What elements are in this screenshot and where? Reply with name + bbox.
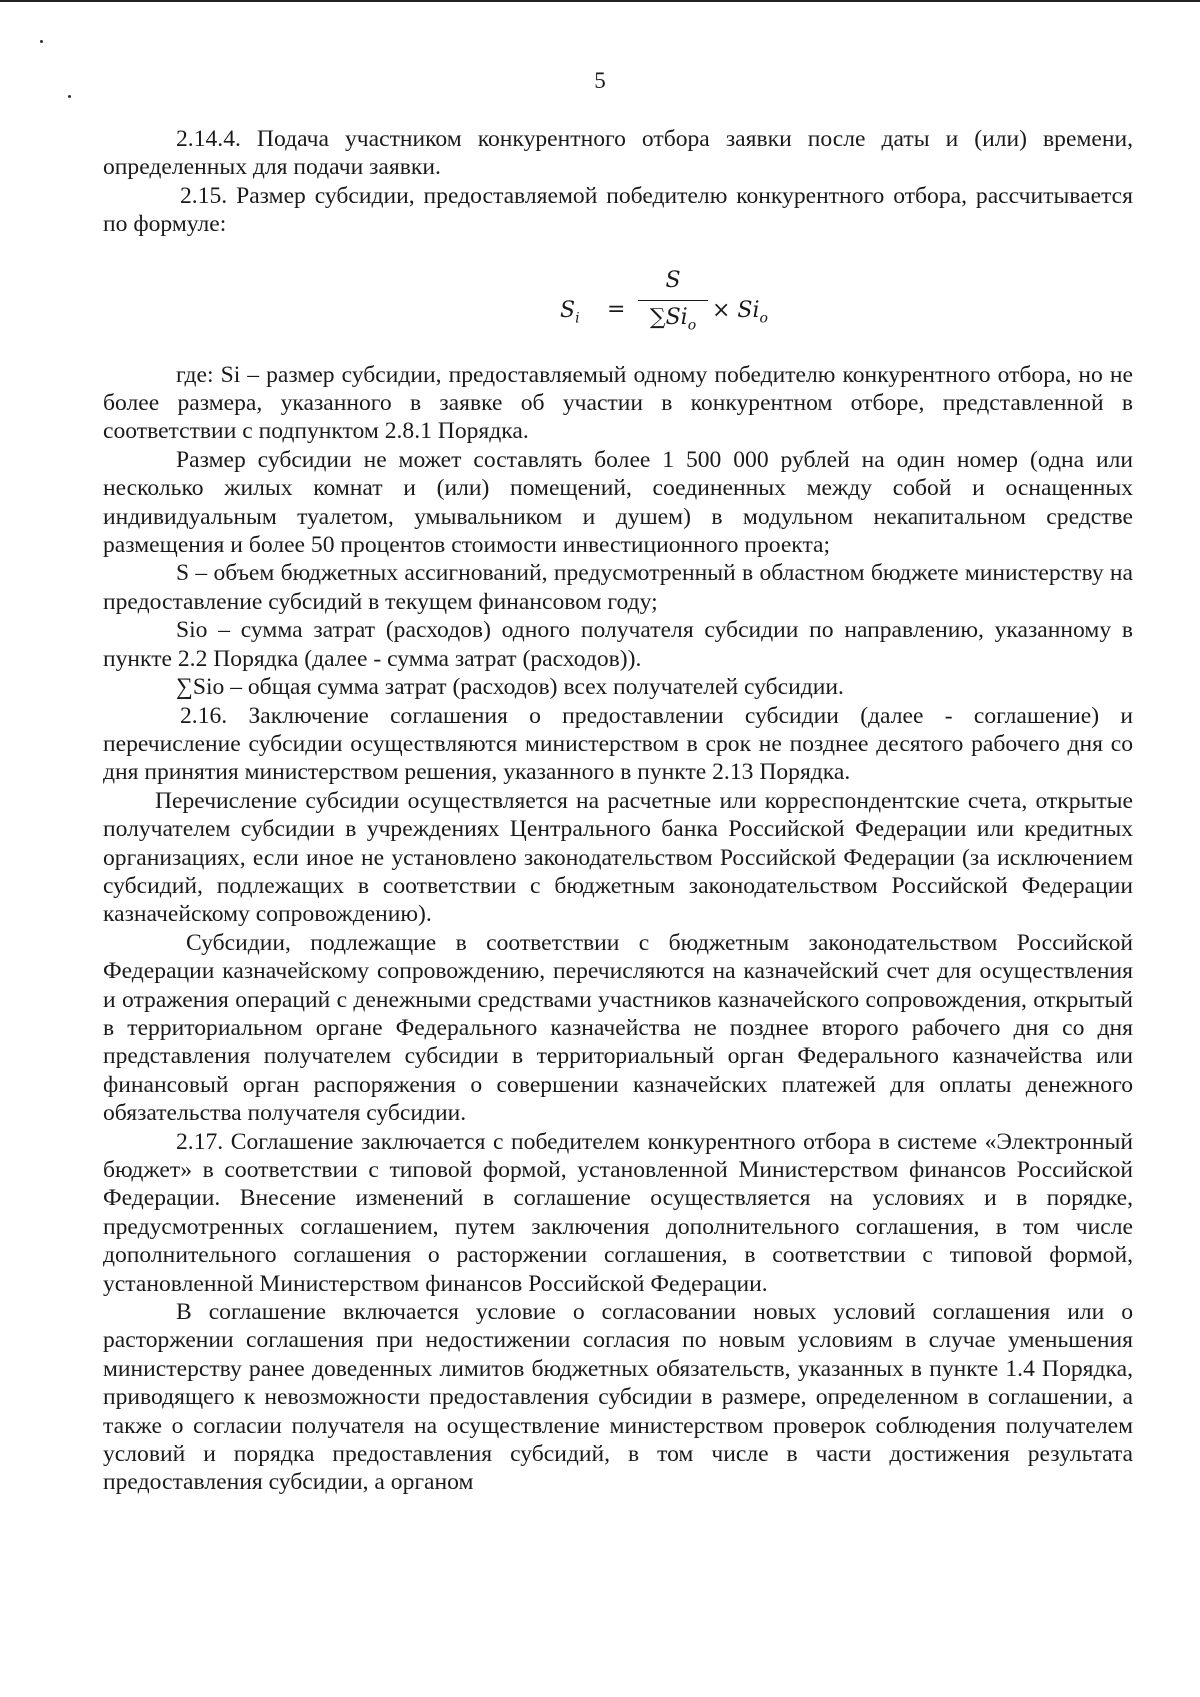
paragraph-2-17: 2.17. Соглашение заключается с победителем конкурентного отбора в системе «Электронный бюджет» в соответствии с типовой формой, установленной Министерством финансов Российской Федерации. Внесение изменений в соглашение осуществляется на условиях и в порядке, предусмотренных соглашением, путем заключения дополнительного соглашения, в том числе дополнительного соглашения о расторжении соглашения, в соответствии с типовой формой, установленной Министерством финансов Российской Федерации. xyxy=(103,1128,1133,1297)
formula-fraction xyxy=(638,267,708,340)
definition-si: где: Si – размер субсидии, предоставляемый одному победителю конкурентного отбора, но не более размера, указанного в заявке об участии в конкурентном отборе, представленной в соответствии с подпунктом 2.8.1 Порядка. xyxy=(103,361,1133,445)
scan-top-edge xyxy=(0,0,1200,2)
document-body xyxy=(103,125,1133,1497)
fraction-bar xyxy=(638,300,708,302)
formula-multiplier: × $Si_o$ xyxy=(712,297,768,327)
transfer-accounts-paragraph: Перечисление субсидии осуществляется на расчетные или корреспондентские счета, открытые получателем субсидии в учреждениях Центрального банка Российской Федерации или кредитных организациях, если иное не установлено законодательством Российской Федерации (за исключением субсидий, подлежащих в соответствии с бюджетным законодательством Российской Федерации казначейскому сопровождению). xyxy=(103,787,1133,928)
formula-equals: = xyxy=(607,296,626,322)
scan-speck xyxy=(68,95,71,98)
formula-numerator: S xyxy=(665,267,681,293)
definition-s: S – объем бюджетных ассигнований, предусмотренный в областном бюджете министерству на предоставление субсидий в текущем финансовом году; xyxy=(103,560,1133,615)
formula-denominator: $\sum Si_o$ xyxy=(649,305,697,334)
definition-sio: Sio – сумма затрат (расходов) одного получателя субсидии по направлению, указанному в пункте 2.2 Порядка (далее - сумма затрат (расходов)). xyxy=(103,617,1133,672)
formula-lhs: $S_i$ xyxy=(560,297,580,327)
subsidy-formula xyxy=(103,239,1133,361)
agreement-conditions-paragraph: В соглашение включается условие о согласовании новых условий соглашения или о расторжении соглашения при недостижении согласия по новым условиям в случае уменьшения министерству ранее доведенных лимитов бюджетных обязательств, указанных в пункте 1.4 Порядка, приводящего к невозможности предоставления субсидии в размере, определенном в соглашении, а также о согласии получателя на осуществление министерством проверок соблюдения получателем условий и порядка предоставления субсидий, в том числе в части достижения результата предоставления субсидии, а органом xyxy=(103,1299,1133,1496)
paragraph-2-16: 2.16. Заключение соглашения о предоставлении субсидии (далее - соглашение) и перечисление субсидии осуществляются министерством в срок не позднее десятого рабочего дня со дня принятия министерством решения, указанного в пункте 2.13 Порядка. xyxy=(103,702,1133,786)
paragraph-2-14-4: 2.14.4. Подача участником конкурентного отбора заявки после даты и (или) времени, определенных для подачи заявки. xyxy=(103,126,1133,181)
definition-sum-sio: ∑Sio – общая сумма затрат (расходов) всех получателей субсидии. xyxy=(176,674,844,701)
page-number: 5 xyxy=(594,68,606,93)
paragraph-2-15: 2.15. Размер субсидии, предоставляемой победителю конкурентного отбора, рассчитывается по формуле: xyxy=(103,182,1133,238)
subsidy-limit-paragraph: Размер субсидии не может составлять более 1 500 000 рублей на один номер (одна или несколько жилых комнат и (или) помещений, соединенных между собой и оснащенных индивидуальным туалетом, умывальником и душем) в модульном некапитальном средстве размещения и более 50 процентов стоимости инвестиционного проекта; xyxy=(103,446,1133,559)
scan-speck xyxy=(40,40,43,43)
treasury-support-paragraph: Субсидии, подлежащие в соответствии с бюджетным законодательством Российской Федерации казначейскому сопровождению, перечисляются на казначейский счет для осуществления и отражения операций с денежными средствами участников казначейского сопровождения, открытый в территориальном органе Федерального казначейства не позднее второго рабочего дня со дня представления получателем субсидии в территориальный орган Федерального казначейства или финансовый орган распоряжения о совершении казначейских платежей для оплаты денежного обязательства получателя субсидии. xyxy=(103,929,1133,1127)
